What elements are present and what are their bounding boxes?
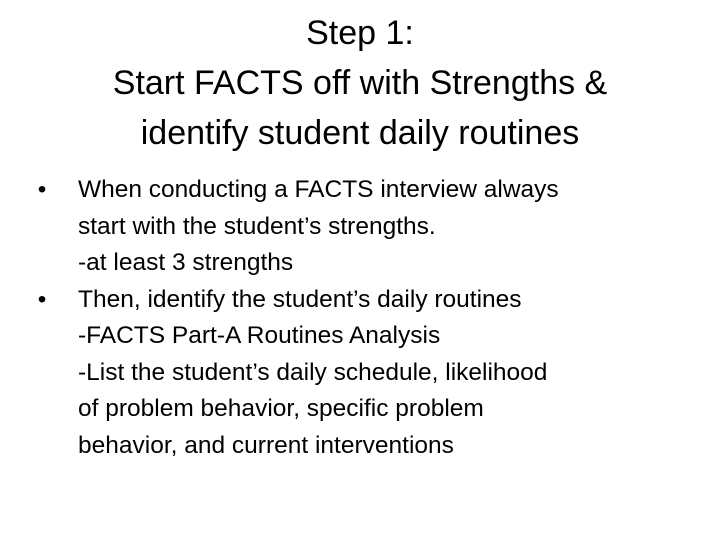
body-line [30, 428, 690, 465]
body-line-text: Then, identify the student’s daily routines [78, 285, 522, 313]
title-line-1: Step 1: [306, 14, 414, 52]
bullet-marker: • [37, 285, 47, 313]
body-line-text: of problem behavior, specific problem [78, 395, 484, 422]
body-line-text: -at least 3 strengths [78, 249, 294, 276]
body-line [30, 318, 690, 355]
body-line [30, 245, 690, 282]
body-line-text: -List the student’s daily schedule, likelihood [78, 358, 548, 386]
body-line [30, 282, 690, 319]
body-line-text: start with the student’s strengths. [78, 212, 436, 240]
body-line [30, 209, 690, 246]
body-line [30, 172, 690, 209]
title-line-3: identify student daily routines [140, 114, 580, 152]
body-line [30, 355, 690, 392]
bullet-marker: • [37, 176, 47, 203]
slide-body [30, 172, 690, 464]
body-line-text: When conducting a FACTS interview always [78, 176, 559, 203]
slide-title [40, 8, 680, 158]
body-line-text: behavior, and current interventions [78, 431, 454, 459]
title-line-2: Start FACTS off with Strengths & [112, 64, 608, 102]
body-line [30, 391, 690, 428]
body-line-text: -FACTS Part-A Routines Analysis [78, 322, 441, 349]
